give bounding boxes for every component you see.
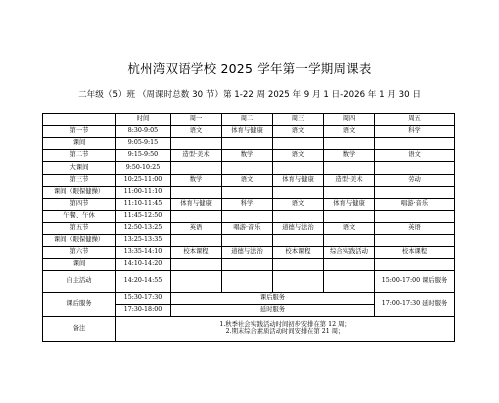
class-cell <box>222 162 273 175</box>
class-cell <box>273 259 324 271</box>
row-label: 课间（眼保健操） <box>43 235 116 247</box>
class-cell: 语文 <box>324 126 375 138</box>
class-cell <box>273 162 324 175</box>
schedule-row <box>43 199 455 211</box>
class-cell <box>273 138 324 150</box>
row-label: 大课间 <box>43 162 116 175</box>
after-school-service: 延时服务 <box>171 305 375 317</box>
class-cell: 科学 <box>222 199 273 211</box>
class-cell <box>171 235 222 247</box>
notes-content <box>116 317 455 342</box>
row-label: 第六节 <box>43 247 116 259</box>
page-title: 杭州湾双语学校 2025 学年第一学期周课表 <box>127 61 372 76</box>
class-cell: 英语 <box>171 223 222 235</box>
class-cell: 体育与健康 <box>273 175 324 187</box>
after-school-service: 课后服务 <box>171 293 375 305</box>
row-label: 课间 <box>43 259 116 271</box>
class-cell: 劳动 <box>375 175 455 187</box>
after-school-time: 15:30-17:30 <box>116 293 171 305</box>
schedule-row <box>43 162 455 175</box>
class-cell <box>375 187 455 199</box>
header-cell: 周三 <box>273 114 324 126</box>
row-time: 11:45-12:50 <box>116 211 171 223</box>
class-cell <box>273 271 324 293</box>
header-row <box>43 114 455 126</box>
class-cell: 体育与健康 <box>324 199 375 211</box>
schedule-row <box>43 223 455 235</box>
after-school-time: 17:30-18:00 <box>116 305 171 317</box>
class-cell: 英语 <box>375 223 455 235</box>
schedule-row <box>43 187 455 199</box>
class-cell: 道德与法治 <box>222 247 273 259</box>
class-cell <box>171 211 222 223</box>
row-label: 午餐、午休 <box>43 211 116 223</box>
class-cell <box>222 259 273 271</box>
class-cell <box>222 211 273 223</box>
schedule-row <box>43 259 455 271</box>
notes-label: 备注 <box>43 317 116 342</box>
header-cell <box>43 114 116 126</box>
class-cell <box>171 162 222 175</box>
row-label: 第三节 <box>43 175 116 187</box>
after-school-label: 课后服务 <box>43 293 116 317</box>
class-cell <box>222 271 273 293</box>
header-cell: 时间 <box>116 114 171 126</box>
class-cell <box>222 187 273 199</box>
header-cell: 周四 <box>324 114 375 126</box>
class-cell <box>171 271 222 293</box>
note-line: 2.期末综合素质活动时间安排在第 21 周； <box>225 328 345 335</box>
class-cell: 语文 <box>273 150 324 162</box>
activity-label: 自主活动 <box>43 271 116 293</box>
class-cell <box>324 271 375 293</box>
row-label: 第二节 <box>43 150 116 162</box>
activity-time: 14:20-14:55 <box>116 271 171 293</box>
friday-after-school: 15:00-17:00 课后服务 <box>375 271 455 293</box>
class-cell: 造型·美术 <box>324 175 375 187</box>
schedule-row <box>43 126 455 138</box>
class-cell <box>324 235 375 247</box>
class-cell: 综合实践活动 <box>324 247 375 259</box>
after-school-row <box>43 293 455 305</box>
class-cell <box>273 235 324 247</box>
row-time: 11:10-11:45 <box>116 199 171 211</box>
row-label: 第四节 <box>43 199 116 211</box>
class-cell <box>324 259 375 271</box>
class-cell <box>171 259 222 271</box>
class-cell: 唱游·音乐 <box>375 199 455 211</box>
class-cell: 语文 <box>273 126 324 138</box>
class-cell <box>375 235 455 247</box>
activity-row <box>43 271 455 293</box>
class-cell: 数学 <box>222 150 273 162</box>
class-cell <box>324 162 375 175</box>
row-label: 第一节 <box>43 126 116 138</box>
class-cell: 校本课程 <box>273 247 324 259</box>
class-cell: 语文 <box>222 175 273 187</box>
row-label: 课间（眼保健操） <box>43 187 116 199</box>
class-cell <box>222 138 273 150</box>
class-cell: 校本课程 <box>171 247 222 259</box>
class-cell: 道德与法治 <box>273 223 324 235</box>
row-time: 11:00-11:10 <box>116 187 171 199</box>
header-cell: 周五 <box>375 114 455 126</box>
class-cell: 校本课程 <box>375 247 455 259</box>
class-cell: 语文 <box>171 126 222 138</box>
row-time: 13:35-14:10 <box>116 247 171 259</box>
class-cell: 体育与健康 <box>171 199 222 211</box>
class-cell <box>222 235 273 247</box>
schedule-row <box>43 247 455 259</box>
row-time: 13:25-13:35 <box>116 235 171 247</box>
friday-extended-service: 17:00-17:30 延时服务 <box>375 293 455 317</box>
schedule-row <box>43 235 455 247</box>
class-cell: 语文 <box>375 150 455 162</box>
schedule-row <box>43 138 455 150</box>
class-cell <box>273 187 324 199</box>
class-cell: 科学 <box>375 126 455 138</box>
class-cell: 语文 <box>324 223 375 235</box>
schedule-row <box>43 175 455 187</box>
class-cell <box>375 211 455 223</box>
class-cell: 语文 <box>273 199 324 211</box>
header-cell: 周二 <box>222 114 273 126</box>
row-time: 9:15-9:50 <box>116 150 171 162</box>
class-cell <box>324 138 375 150</box>
row-label: 课间 <box>43 138 116 150</box>
row-time: 10:25-11:00 <box>116 175 171 187</box>
class-cell <box>375 259 455 271</box>
schedule-row <box>43 211 455 223</box>
row-time: 9:05-9:15 <box>116 138 171 150</box>
page-subtitle: 二年级（5）班 （周课时总数 30 节）第 1-22 周 2025 年 9 月 1 日-2026 年 1 月 30 日 <box>78 90 421 100</box>
row-time: 8:30-9:05 <box>116 126 171 138</box>
class-cell: 体育与健康 <box>222 126 273 138</box>
class-cell <box>171 138 222 150</box>
class-cell <box>324 211 375 223</box>
class-cell <box>273 211 324 223</box>
row-time: 12:50-13:25 <box>116 223 171 235</box>
class-cell <box>375 162 455 175</box>
class-cell <box>171 187 222 199</box>
class-cell: 唱游·音乐 <box>222 223 273 235</box>
class-cell: 数学 <box>324 150 375 162</box>
schedule-row <box>43 150 455 162</box>
note-line: 1.秋季社会实践活动时间初步安排在第 12 周； <box>219 321 351 329</box>
row-label: 第五节 <box>43 223 116 235</box>
notes-row <box>43 317 455 342</box>
class-cell: 数学 <box>171 175 222 187</box>
class-cell <box>324 187 375 199</box>
row-time: 9:50-10:25 <box>116 162 171 175</box>
schedule-table <box>42 113 455 342</box>
class-cell: 造型·美术 <box>171 150 222 162</box>
class-cell <box>375 138 455 150</box>
header-cell: 周一 <box>171 114 222 126</box>
row-time: 14:10-14:20 <box>116 259 171 271</box>
